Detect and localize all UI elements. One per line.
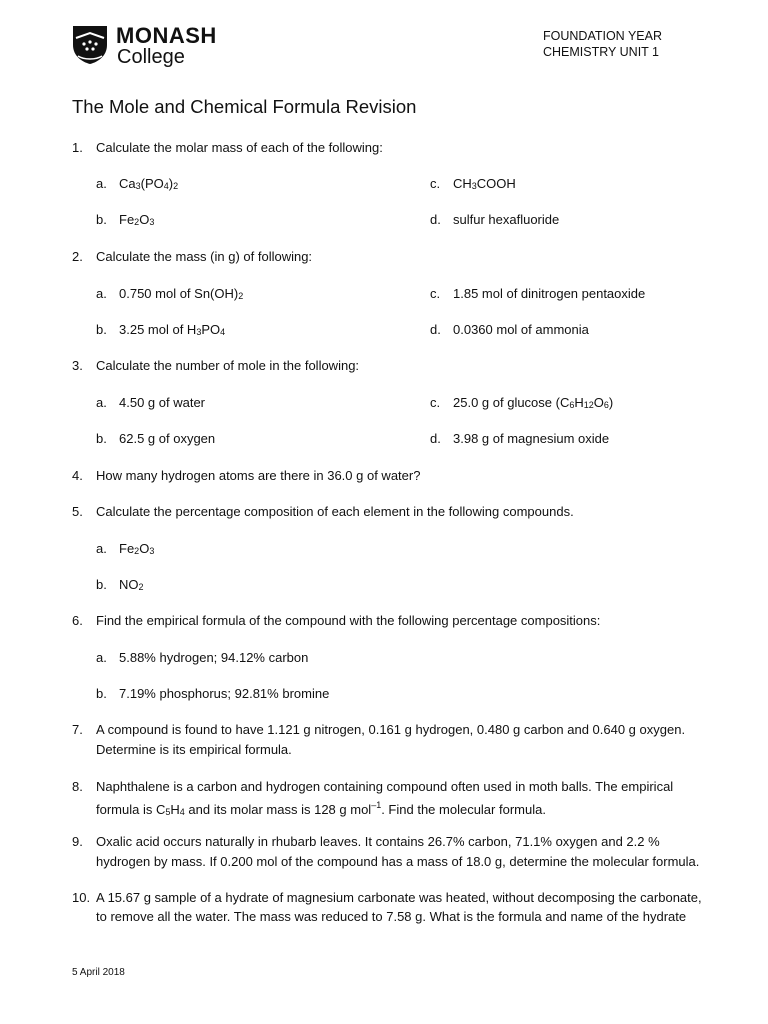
question-number: 4. [72, 468, 83, 483]
logo-subtitle: College [117, 46, 185, 68]
item-text: 4.50 g of water [119, 395, 205, 410]
question-number: 3. [72, 358, 83, 373]
question-text: Calculate the percentage composition of each element in the following compounds. [96, 504, 574, 519]
question-text: How many hydrogen atoms are there in 36.0 g of water? [96, 468, 421, 483]
item-formula: $Fe_2O_3$ [119, 541, 155, 556]
item-letter: b. [96, 686, 107, 701]
item-letter: a. [96, 176, 107, 191]
item-text: 0.750 mol of $Sn(OH)_2$ [119, 286, 244, 301]
question-text: Calculate the number of mole in the following: [96, 358, 360, 373]
question-text: Find the empirical formula of the compound with the following percentage compositions: [96, 613, 601, 628]
item-formula: $Ca_3(PO_4)_2$ [119, 176, 179, 191]
item-letter: b. [96, 577, 107, 592]
item-text: sulfur hexafluoride [453, 212, 560, 227]
question-number: 10. [72, 890, 91, 905]
question-text: Calculate the molar mass of each of the following: [96, 140, 383, 155]
item-text: 7.19% phosphorus; 92.81% bromine [119, 686, 330, 701]
item-text: 62.5 g of oxygen [119, 431, 216, 446]
question-number: 6. [72, 613, 83, 628]
item-formula: $NO_2$ [119, 577, 144, 592]
page-title: The Mole and Chemical Formula Revision [72, 96, 417, 117]
question-text-line-2: to remove all the water. The mass was reduced to 7.58 g. What is the formula and name of the hydrate [96, 909, 687, 924]
item-text: 3.98 g of magnesium oxide [453, 431, 610, 446]
question-text-line-1: A compound is found to have 1.121 g nitrogen, 0.161 g hydrogen, 0.480 g carbon and 0.640 g oxygen. [96, 722, 686, 737]
item-letter: a. [96, 395, 107, 410]
question-number: 9. [72, 834, 83, 849]
question-text-line-1: A 15.67 g sample of a hydrate of magnesium carbonate was heated, without decomposing the carbonate, [96, 890, 702, 905]
question-text-line-2: hydrogen by mass. If 0.200 mol of the compound has a mass of 18.0 g, determine the molecular formula. [96, 854, 700, 869]
question-number: 5. [72, 504, 83, 519]
item-letter: c. [430, 395, 441, 410]
item-letter: c. [430, 176, 441, 191]
item-text: 0.0360 mol of ammonia [453, 322, 589, 337]
monash-college-logo [72, 25, 232, 69]
item-letter: c. [430, 286, 441, 301]
item-letter: b. [96, 212, 107, 227]
item-text: 25.0 g of glucose $(C_6H_{12}O_6)$ [453, 395, 614, 410]
item-letter: a. [96, 286, 107, 301]
item-letter: a. [96, 650, 107, 665]
logo-name: MONASH [116, 23, 217, 48]
item-formula: $Fe_2O_3$ [119, 212, 155, 227]
item-text: 1.85 mol of dinitrogen pentaoxide [453, 286, 646, 301]
item-text: 3.25 mol of $H_3PO_4$ [119, 322, 226, 337]
course-line-1: FOUNDATION YEAR [543, 29, 662, 43]
question-text: Calculate the mass (in g) of following: [96, 249, 313, 264]
question-number: 8. [72, 779, 83, 794]
item-letter: a. [96, 541, 107, 556]
question-text-line-2: Determine is its empirical formula. [96, 742, 292, 757]
question-number: 1. [72, 140, 83, 155]
item-text: 5.88% hydrogen; 94.12% carbon [119, 650, 309, 665]
item-letter: d. [430, 431, 441, 446]
footer-date: 5 April 2018 [72, 967, 125, 978]
course-info [543, 28, 662, 60]
crest-shield-icon [72, 25, 108, 65]
course-line-2: CHEMISTRY UNIT 1 [543, 45, 659, 59]
question-text-line-1: Oxalic acid occurs naturally in rhubarb leaves. It contains 26.7% carbon, 71.1% oxygen and 2.2 % [96, 834, 660, 849]
item-letter: d. [430, 322, 441, 337]
item-letter: b. [96, 322, 107, 337]
question-text-line-1: Naphthalene is a carbon and hydrogen containing compound often used in moth balls. The empirical [96, 779, 674, 794]
question-text-line-2: formula is $C_5H_4$ and its molar mass is 128 g mol$^{-1}$. Find the molecular formula. [96, 800, 546, 817]
item-formula: $CH_3COOH$ [453, 176, 516, 191]
item-letter: b. [96, 431, 107, 446]
item-letter: d. [430, 212, 441, 227]
question-number: 7. [72, 722, 83, 737]
question-number: 2. [72, 249, 83, 264]
